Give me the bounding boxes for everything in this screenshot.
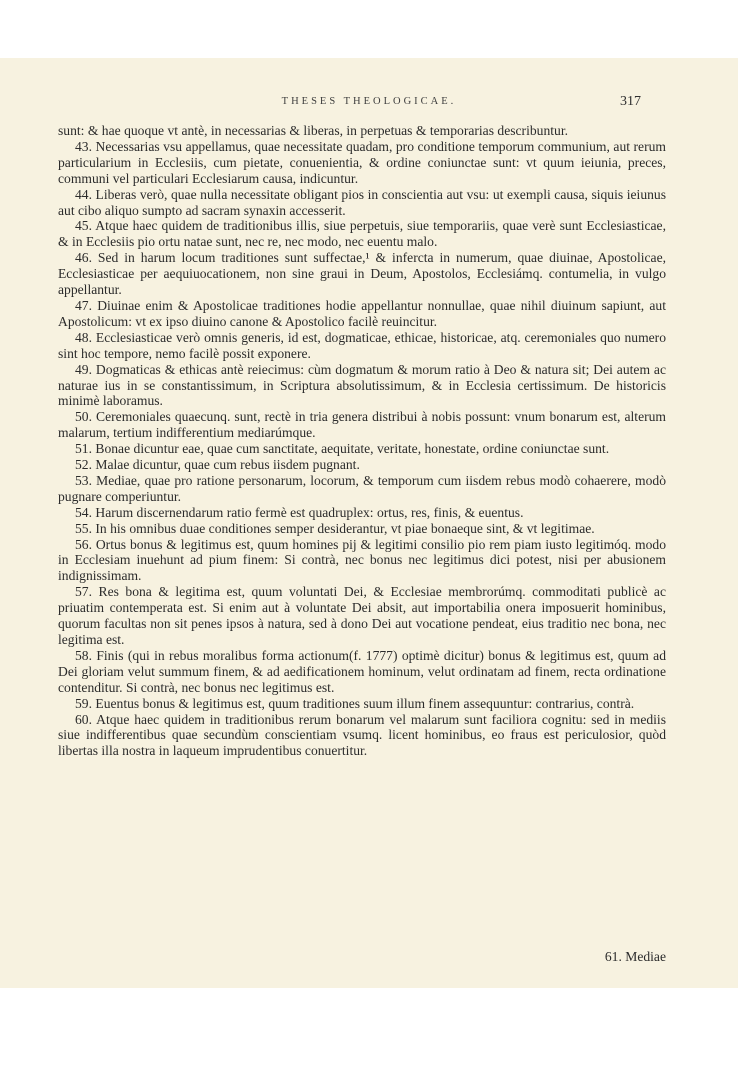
paragraph: 55. In his omnibus duae conditiones semper desiderantur, vt piae bonaeque sint, & vt legitimae. (75, 520, 595, 536)
catchword: 61. Mediae (604, 949, 666, 964)
paragraph: 52. Malae dicuntur, quae cum rebus iisdem pugnant. (75, 457, 360, 473)
paragraph: 49. Dogmaticas & ethicas antè reiecimus: cùm dogmatum & morum ratio à Deo & natura sit; Dei autem ac naturae ius in se constantissimum, in Scriptura absolutissimum, & in Ecclesia certissimum. De historicis minimè laboramus. (58, 361, 666, 409)
running-header (0, 94, 738, 112)
paragraph: 56. Ortus bonus & legitimus est, quum homines pij & legitimi consilio pio rem piam iusto legitimóq. modo in Ecclesiam inuehunt ad pium finem: Si contrà, nec bonus nec legitimus dici potest, nisi per abusionem indignissimam. (58, 536, 666, 584)
paragraph: 58. Finis (qui in rebus moralibus forma actionum(f. 1777) optimè dicitur) bonus & legitimus est, quum ad Dei gloriam velut summum finem, & ad aedificationem hominum, velut ordinatam ad finem, recta ordinatione contenditur. Si contrà, nec bonus nec legitimus est. (58, 647, 666, 695)
paragraph: 45. Atque haec quidem de traditionibus illis, siue perpetuis, siue temporariis, quae verè sunt Ecclesiasticae, & in Ecclesiis pio ortu natae sunt, nec re, nec modo, nec euentu malo. (58, 218, 666, 250)
paragraph: 48. Ecclesiasticae verò omnis generis, id est, dogmaticae, ethicae, historicae, atq. ceremoniales quo numero sint hoc tempore, nemo facilè possit exponere. (58, 329, 666, 361)
paragraph: 51. Bonae dicuntur eae, quae cum sanctitate, aequitate, veritate, honestate, ordine coniunctae sunt. (75, 441, 610, 457)
paragraph: sunt: & hae quoque vt antè, in necessarias & liberas, in perpetuas & temporarias describuntur. (58, 123, 568, 138)
paragraph: 46. Sed in harum locum traditiones sunt suffectae,¹ & infercta in numerum, quae diuinae, Apostolicae, Ecclesiasticae per aequiuocationem, non sine graui in Deum, Apostolos, Ecclesiámq. contumelia, in vulgo appellantur. (58, 250, 666, 298)
paragraph: 54. Harum discernendarum ratio fermè est quadruplex: ortus, res, finis, & euentus. (75, 504, 524, 520)
paragraph: 53. Mediae, quae pro ratione personarum, locorum, & temporum cum iisdem rebus modò cohaerere, modò pugnare comperiuntur. (58, 472, 666, 504)
paragraph: 50. Ceremoniales quaecunq. sunt, rectè in tria genera distribui à nobis possunt: vnum bonarum est, alterum malarum, tertium indifferentium mediarúmque. (58, 409, 666, 441)
paragraph: 47. Diuinae enim & Apostolicae traditiones hodie appellantur nonnullae, quae nihil diuinum sapiunt, aut Apostolicum: vt ex ipso diuino canone & Apostolico facilè reuincitur. (58, 297, 666, 329)
running-title: THESES THEOLOGICAE. (281, 96, 457, 107)
paragraph: 57. Res bona & legitima est, quum voluntati Dei, & Ecclesiae membrorúmq. commoditati publicè ac priuatim contemperata est. Si enim aut à voluntate Dei absit, aut importabilia onera imposuerit hominibus, quorum facultas non sit penes ipsos à natura, sed à dono Dei aut vocatione pendeat, eius traditio nec bona, nec legitima est. (58, 584, 666, 647)
paragraph: 44. Liberas verò, quae nulla necessitate obligant pios in conscientia aut vsu: ut exempli causa, siquis ieiunus aut cibo aliquo sumpto ad sacram synaxin accesserit. (58, 186, 666, 218)
paragraph: 60. Atque haec quidem in traditionibus rerum bonarum vel malarum sunt faciliora cognitu: sed in mediis siue indifferentibus quae secundùm conscientiam vsumq. licent hominibus, eo fraus est periculosior, quòd libertas illa nostra in laqueum imprudentibus conuertitur. (58, 711, 666, 759)
page-number: 317 (620, 94, 641, 109)
body-text (58, 123, 666, 759)
paragraph: 59. Euentus bonus & legitimus est, quum traditiones suum illum finem assequuntur: contrarius, contrà. (75, 695, 635, 711)
paragraph: 43. Necessarias vsu appellamus, quae necessitate quadam, pro conditione temporum communium, aut rerum particularium in Ecclesiis, cum pietate, conuenientia, & ordine coniunctae sunt: vt quum ieiunia, preces, communi vel particulari Ecclesiarum causa, indicuntur. (58, 138, 666, 186)
